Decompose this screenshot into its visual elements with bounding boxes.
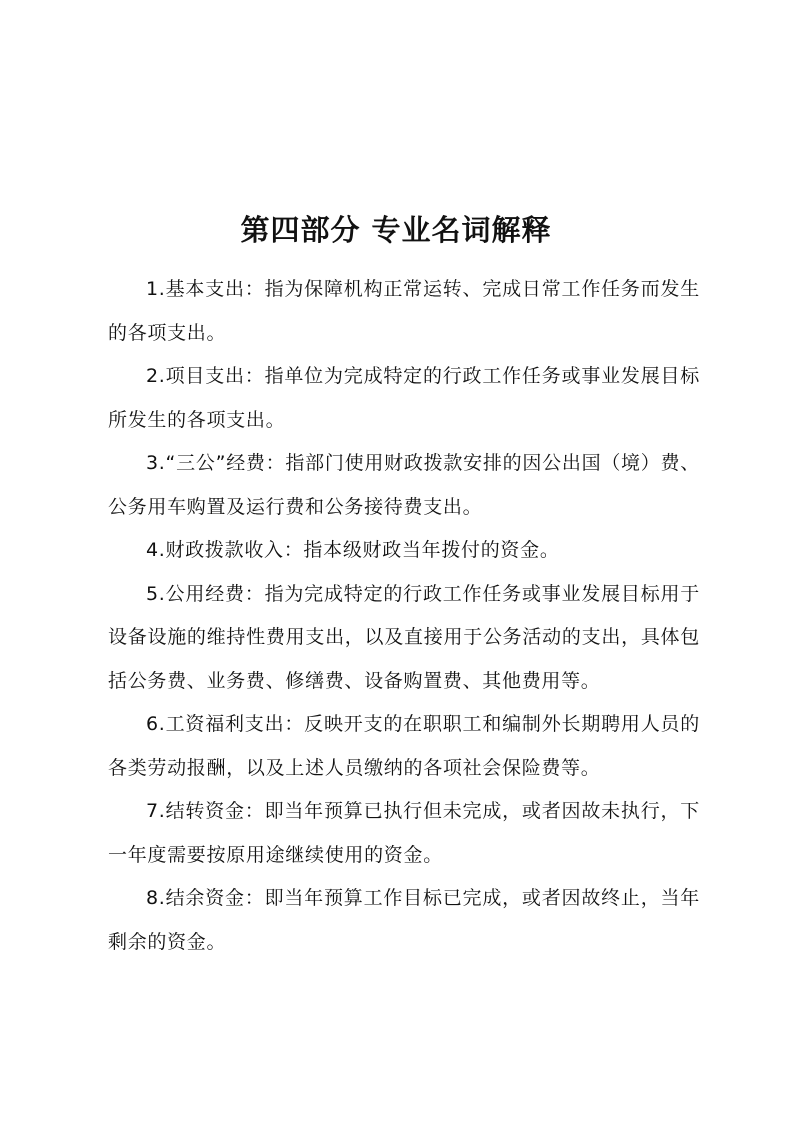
glossary-item-fiscal-appropriation-income: 4.财政拨款收入：指本级财政当年拨付的资金。 bbox=[146, 539, 560, 561]
glossary-body bbox=[108, 268, 700, 964]
glossary-item-project-expenditure: 2.项目支出：指单位为完成特定的行政工作任务或事业发展目标所发生的各项支出。 bbox=[108, 365, 700, 431]
glossary-item-three-public-funds: 3.“三公”经费：指部门使用财政拨款安排的因公出国（境）费、公务用车购置及运行费和公务接待费支出。 bbox=[108, 452, 700, 518]
glossary-item-basic-expenditure: 1.基本支出：指为保障机构正常运转、完成日常工作任务而发生的各项支出。 bbox=[108, 278, 700, 344]
glossary-item-public-funds: 5.公用经费：指为完成特定的行政工作任务或事业发展目标用于设备设施的维持性费用支出，以及直接用于公务活动的支出，具体包括公务费、业务费、修缮费、设备购置费、其他费用等。 bbox=[108, 582, 700, 692]
glossary-item-wage-welfare: 6.工资福利支出：反映开支的在职职工和编制外长期聘用人员的各类劳动报酬，以及上述人员缴纳的各项社会保险费等。 bbox=[108, 713, 700, 779]
glossary-item-surplus-funds: 8.结余资金：即当年预算工作目标已完成，或者因故终止，当年剩余的资金。 bbox=[108, 887, 700, 953]
page-title: 第四部分 专业名词解释 bbox=[240, 213, 552, 247]
glossary-item-carryover-funds: 7.结转资金：即当年预算已执行但未完成，或者因故未执行，下一年度需要按原用途继续使用的资金。 bbox=[108, 800, 700, 866]
